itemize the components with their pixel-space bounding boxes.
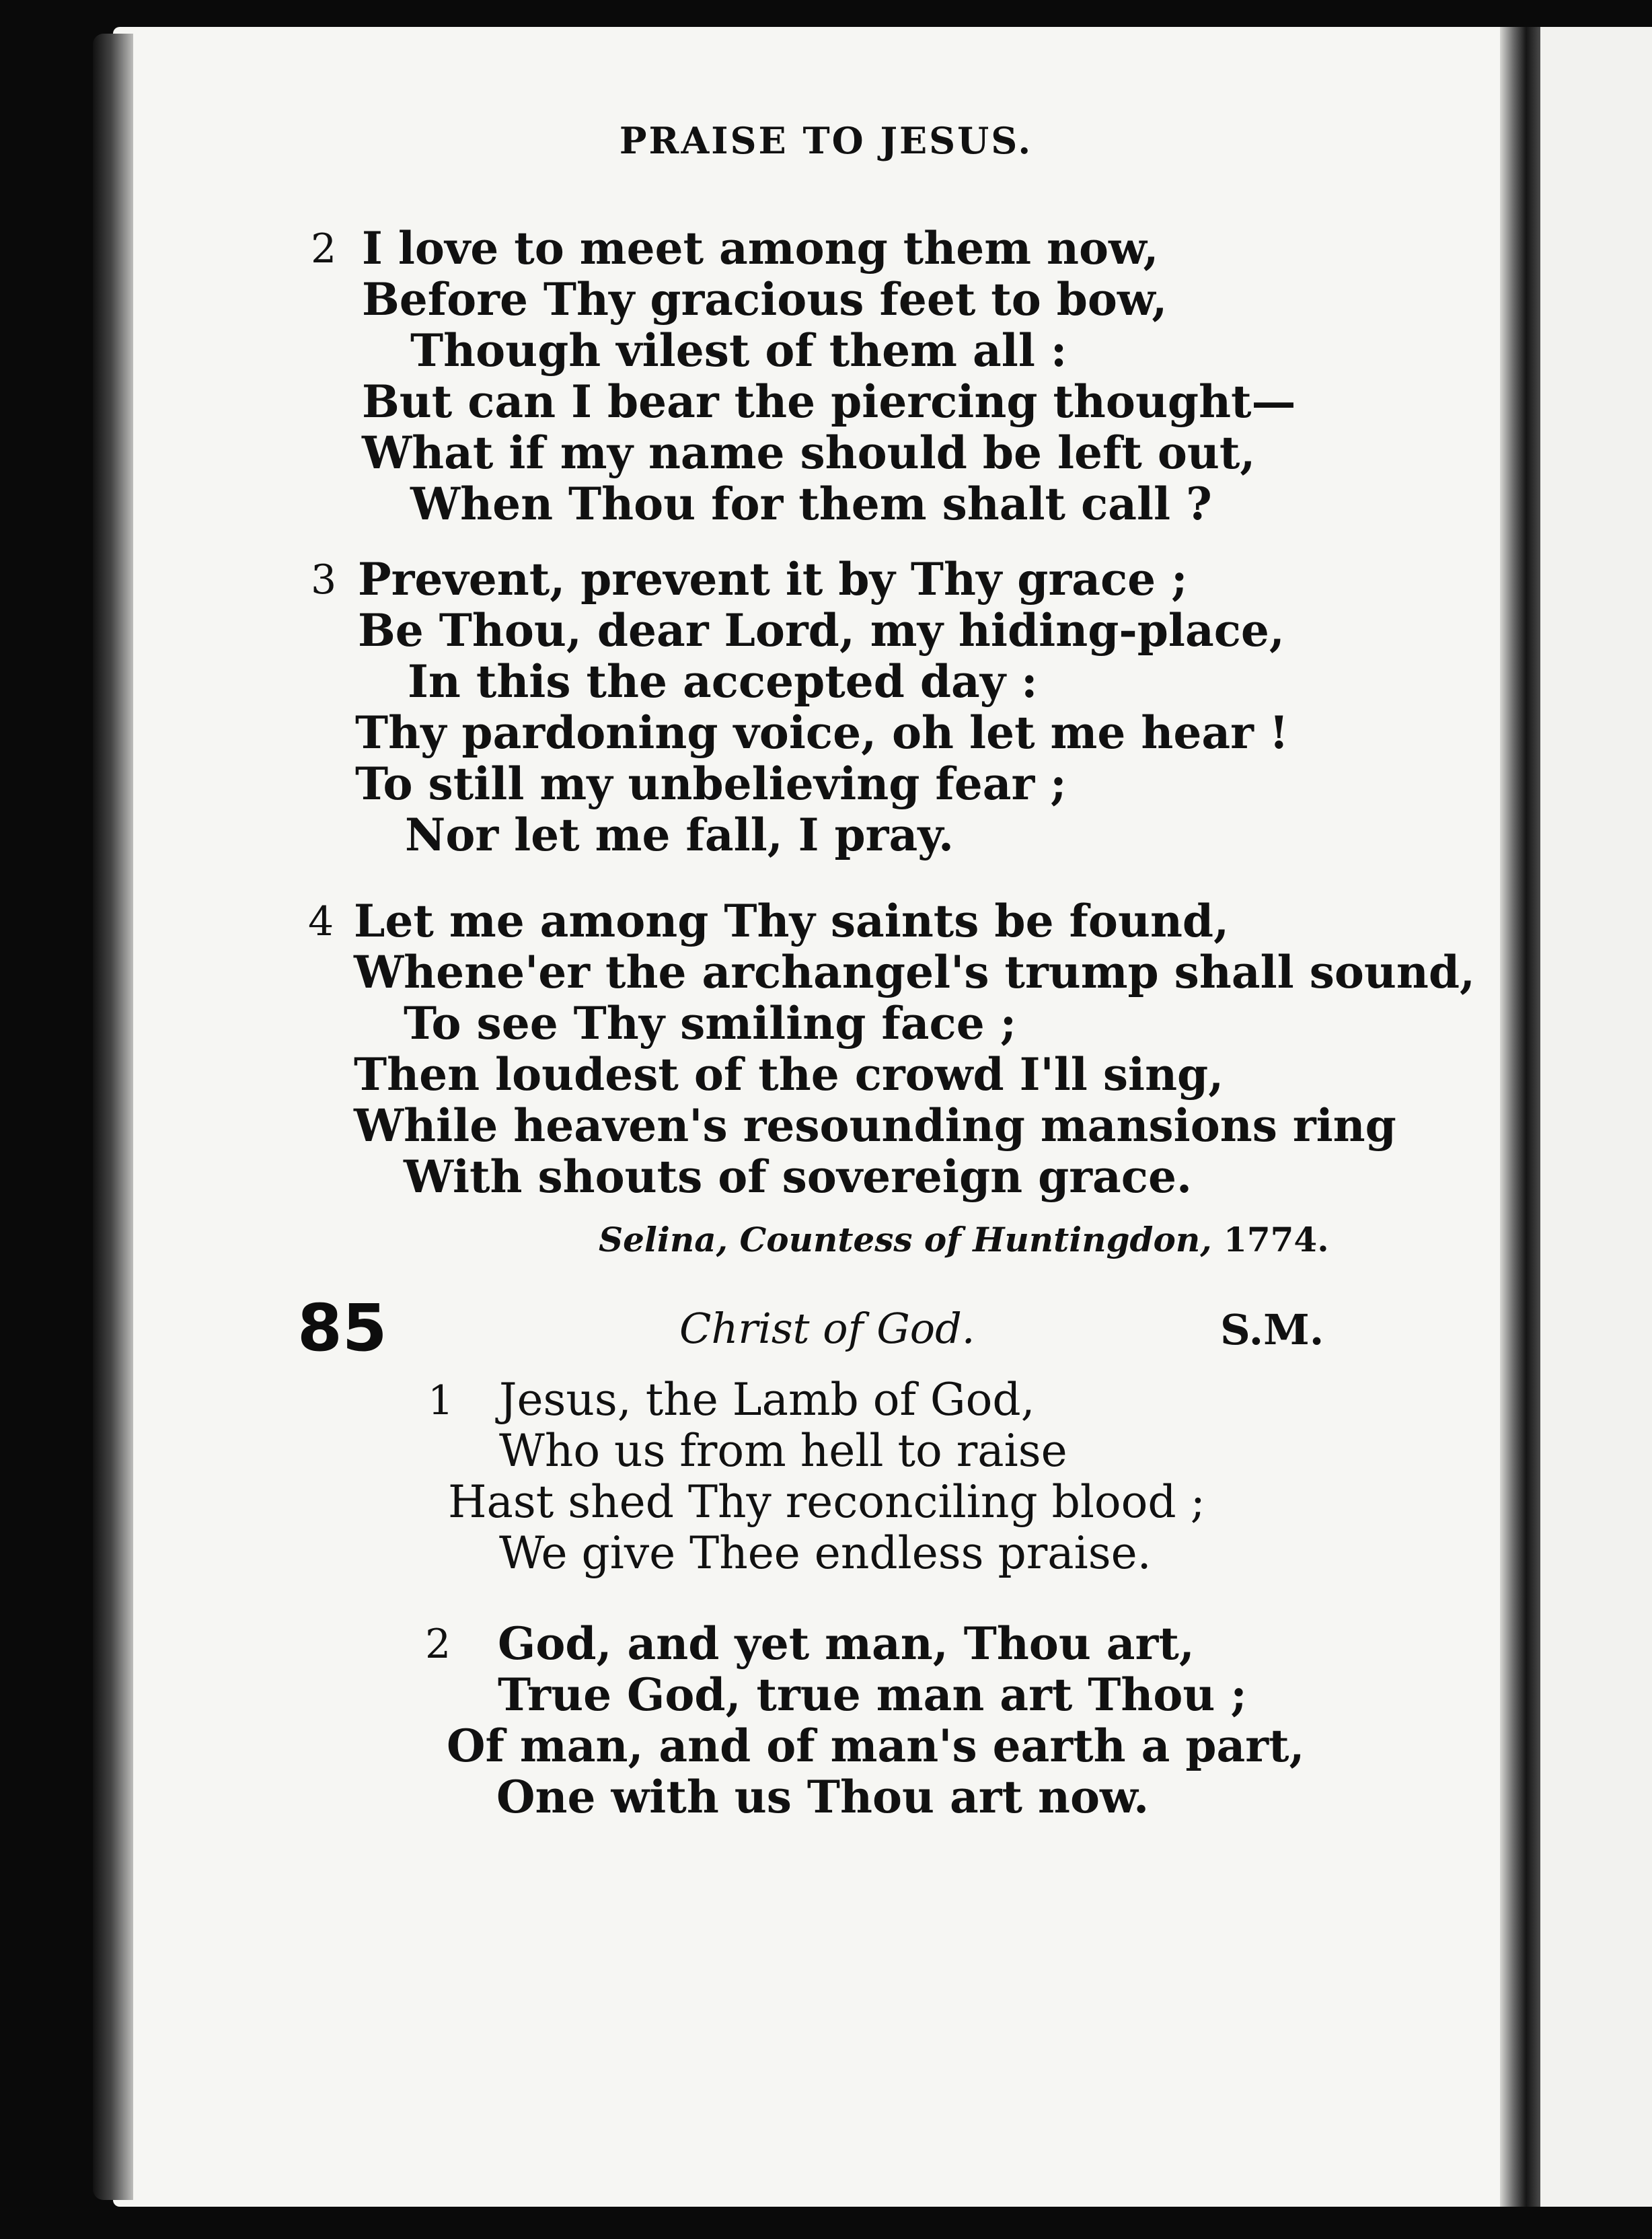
stanza-number: 3	[311, 556, 337, 603]
verse-line: Hast shed Thy reconciling blood ;	[448, 1476, 1205, 1528]
verse-line: In this the accepted day :	[408, 655, 1038, 708]
verse-line: Whene'er the archangel's trump shall sound,	[354, 946, 1475, 998]
stanza-number: 2	[311, 225, 337, 272]
verse-line: Of man, and of man's earth a part,	[447, 1720, 1305, 1772]
verse-line: We give Thee endless praise.	[499, 1527, 1152, 1579]
hymn-title: Christ of God.	[679, 1304, 975, 1353]
running-head: PRAISE TO JESUS.	[619, 119, 1033, 162]
hymn-meter: S.M.	[1220, 1305, 1324, 1354]
verse-line: One with us Thou art now.	[496, 1771, 1150, 1823]
verse-line: Be Thou, dear Lord, my hiding-place,	[358, 604, 1285, 657]
verse-line: Thy pardoning voice, oh let me hear !	[355, 706, 1289, 759]
verse-line: What if my name should be left out,	[362, 427, 1256, 479]
hymn-attribution	[599, 1220, 1329, 1259]
stanza-number: 4	[308, 898, 334, 945]
verse-line: Then loudest of the crowd I'll sing,	[354, 1048, 1224, 1101]
verse-line: Who us from hell to raise	[499, 1425, 1067, 1477]
verse-line: With shouts of sovereign grace.	[404, 1150, 1192, 1203]
verse-line: True God, true man art Thou ;	[498, 1668, 1247, 1721]
verse-line: Prevent, prevent it by Thy grace ;	[358, 553, 1188, 605]
attribution-author: Selina, Countess of Huntingdon,	[599, 1220, 1212, 1259]
verse-line: Let me among Thy saints be found,	[354, 895, 1230, 947]
book-gutter	[1500, 27, 1540, 2207]
verse-line: While heaven's resounding mansions ring	[354, 1099, 1396, 1152]
verse-line: When Thou for them shalt call ?	[410, 478, 1212, 530]
stanza-number: 1	[428, 1377, 454, 1424]
verse-line: Though vilest of them all :	[410, 324, 1067, 377]
verse-line: To still my unbelieving fear ;	[355, 758, 1067, 810]
hymn-number: 85	[297, 1290, 387, 1366]
verse-line: Nor let me fall, I pray.	[405, 809, 954, 861]
attribution-year: 1774.	[1224, 1220, 1329, 1259]
stanza-number: 2	[425, 1621, 451, 1668]
verse-line: I love to meet among them now,	[362, 222, 1159, 274]
verse-line: God, and yet man, Thou art,	[498, 1617, 1195, 1670]
verse-line: But can I bear the piercing thought—	[362, 375, 1296, 428]
verse-line: Jesus, the Lamb of God,	[499, 1374, 1035, 1426]
verse-line: Before Thy gracious feet to bow,	[362, 273, 1168, 326]
verse-line: To see Thy smiling face ;	[404, 997, 1017, 1050]
facing-page-edge	[1540, 27, 1652, 2207]
